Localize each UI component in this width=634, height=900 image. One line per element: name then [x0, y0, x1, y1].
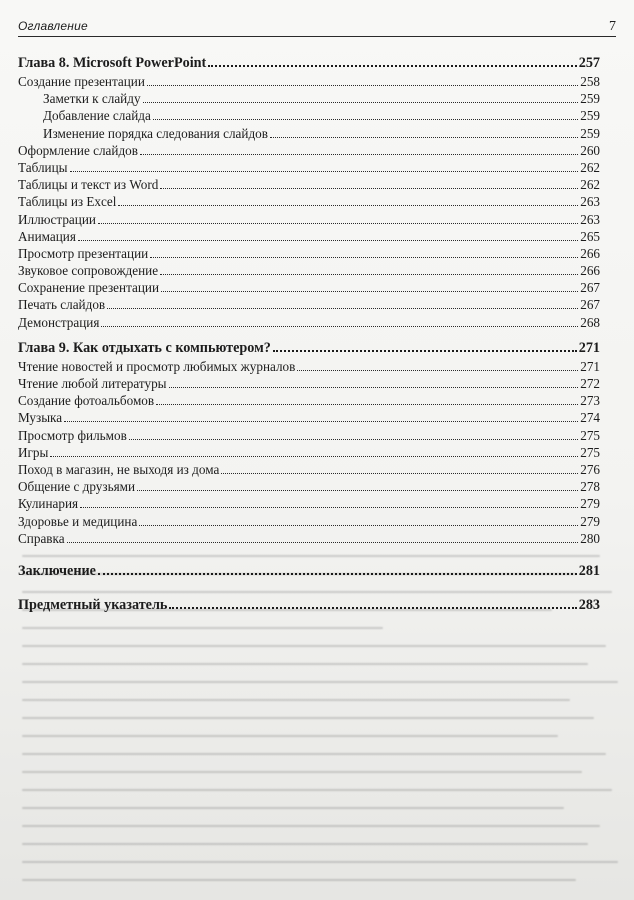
- toc-chapter-title: Глава 8. Microsoft PowerPoint: [18, 55, 207, 71]
- toc-page-number: 276: [580, 461, 600, 477]
- toc-entry[interactable]: [18, 478, 600, 495]
- toc-entry-title: Поход в магазин, не выходя из дома: [18, 461, 220, 477]
- toc-page-number: 257: [578, 55, 600, 71]
- toc-entry-title: Просмотр фильмов: [18, 427, 127, 443]
- dot-leader: [78, 240, 578, 241]
- toc-entry-title: Создание фотоальбомов: [18, 393, 155, 409]
- toc-entry-title: Демонстрация: [18, 314, 100, 330]
- toc-page-number: 280: [580, 530, 600, 546]
- dot-leader: [129, 439, 578, 440]
- dot-leader: [80, 507, 578, 508]
- dot-leader: [153, 119, 578, 120]
- toc-page-number: 263: [580, 211, 600, 227]
- toc-entry[interactable]: [18, 358, 600, 375]
- toc-entry-title: Изменение порядка следования слайдов: [43, 125, 268, 141]
- toc-page-number: 283: [578, 596, 600, 613]
- toc-chapter-9[interactable]: [18, 339, 600, 358]
- toc-page-number: 259: [580, 125, 600, 141]
- dot-leader: [273, 350, 577, 352]
- toc-page-number: 260: [580, 142, 600, 158]
- toc-entry-title: Печать слайдов: [18, 297, 106, 313]
- toc-entry[interactable]: [18, 279, 600, 296]
- toc-subentry[interactable]: [18, 90, 600, 107]
- toc-page-number: 274: [580, 410, 600, 426]
- header-title: Оглавление: [18, 19, 88, 33]
- dot-leader: [221, 473, 578, 474]
- dot-leader: [169, 387, 579, 388]
- toc-conclusion[interactable]: [18, 562, 600, 581]
- toc-page-number: 279: [580, 496, 600, 512]
- toc-page-number: 262: [580, 159, 600, 175]
- dot-leader: [160, 274, 578, 275]
- dot-leader: [160, 188, 578, 189]
- table-of-contents: [18, 54, 600, 615]
- toc-page-number: 267: [580, 297, 600, 313]
- toc-entry[interactable]: [18, 176, 600, 193]
- toc-entry-title: Таблицы из Excel: [18, 194, 117, 210]
- toc-entry[interactable]: [18, 409, 600, 426]
- toc-entry-title: Оформление слайдов: [18, 142, 138, 158]
- toc-page-number: 278: [580, 479, 600, 495]
- toc-page-number: 275: [580, 444, 600, 460]
- toc-page-number: 259: [580, 108, 600, 124]
- toc-page-number: 273: [580, 393, 600, 409]
- toc-page-number: 272: [580, 376, 600, 391]
- spacer: [18, 331, 600, 339]
- toc-chapter-title: Заключение: [18, 562, 96, 579]
- spacer: [18, 547, 600, 562]
- toc-entry[interactable]: [18, 142, 600, 159]
- dot-leader: [208, 65, 576, 67]
- toc-entry[interactable]: [18, 392, 600, 409]
- toc-entry-title: Создание презентации: [18, 74, 145, 89]
- toc-subject-index[interactable]: [18, 596, 600, 615]
- toc-entry-title: Чтение любой литературы: [18, 376, 167, 391]
- dot-leader: [70, 171, 579, 172]
- toc-entry-title: Звуковое сопровождение: [18, 263, 159, 279]
- toc-entry-title: Музыка: [18, 410, 63, 426]
- toc-entry[interactable]: [18, 73, 600, 90]
- toc-page-number: 266: [580, 263, 600, 279]
- dot-leader: [64, 421, 578, 422]
- toc-entry-title: Анимация: [18, 228, 76, 244]
- toc-entry[interactable]: [18, 296, 600, 313]
- toc-page-number: 266: [580, 245, 600, 261]
- dot-leader: [107, 308, 578, 309]
- toc-entry[interactable]: [18, 444, 600, 461]
- dot-leader: [169, 607, 576, 609]
- toc-entry-title: Иллюстрации: [18, 211, 96, 227]
- toc-entry[interactable]: [18, 427, 600, 444]
- dot-leader: [101, 326, 578, 327]
- toc-page-number: 262: [580, 177, 600, 193]
- toc-entry-title: Просмотр презентации: [18, 245, 149, 261]
- dot-leader: [161, 291, 578, 292]
- dot-leader: [67, 542, 579, 543]
- running-header: [18, 10, 616, 37]
- toc-entry[interactable]: [18, 245, 600, 262]
- dot-leader: [140, 154, 578, 155]
- toc-entry-title: Общение с друзьями: [18, 479, 136, 495]
- toc-chapter-title: Предметный указатель: [18, 596, 168, 613]
- toc-entry[interactable]: [18, 495, 600, 512]
- toc-page-number: 263: [580, 194, 600, 210]
- toc-page-number: 281: [578, 562, 600, 579]
- toc-page-number: 258: [580, 74, 600, 89]
- toc-chapter-8[interactable]: [18, 54, 600, 73]
- dot-leader: [150, 257, 578, 258]
- dot-leader: [98, 573, 577, 575]
- dot-leader: [139, 525, 578, 526]
- toc-entry-title: Здоровье и медицина: [18, 513, 138, 529]
- toc-page-number: 267: [580, 280, 600, 296]
- toc-entry-title: Таблицы: [18, 159, 68, 175]
- toc-entry[interactable]: [18, 262, 600, 279]
- toc-entry[interactable]: [18, 461, 600, 478]
- toc-entry-title: Игры: [18, 444, 49, 460]
- dot-leader: [156, 404, 578, 405]
- toc-page-number: 279: [580, 513, 600, 529]
- page-number: 7: [609, 19, 616, 34]
- spacer: [18, 581, 600, 596]
- toc-entry[interactable]: [18, 228, 600, 245]
- toc-entry-title: Чтение новостей и просмотр любимых журналов: [18, 358, 296, 374]
- dot-leader: [297, 370, 578, 371]
- toc-entry[interactable]: [18, 530, 600, 547]
- dot-leader: [147, 85, 578, 86]
- dot-leader: [137, 490, 578, 491]
- toc-entry-title: Заметки к слайду: [43, 91, 141, 107]
- toc-entry[interactable]: [18, 314, 600, 331]
- toc-entry-title: Кулинария: [18, 496, 79, 512]
- toc-entry[interactable]: [18, 193, 600, 210]
- toc-entry-title: Справка: [18, 530, 65, 546]
- toc-page-number: 275: [580, 427, 600, 443]
- toc-entry[interactable]: [18, 375, 600, 392]
- toc-page-number: 265: [580, 228, 600, 244]
- dot-leader: [270, 137, 578, 138]
- toc-page-number: 271: [580, 358, 600, 374]
- dot-leader: [118, 205, 578, 206]
- toc-chapter-title: Глава 9. Как отдыхать с компьютером?: [18, 339, 271, 356]
- dot-leader: [98, 223, 578, 224]
- toc-page-number: 259: [580, 91, 600, 107]
- dot-leader: [50, 456, 578, 457]
- toc-page-number: 268: [580, 314, 600, 330]
- toc-entry-title: Таблицы и текст из Word: [18, 177, 159, 193]
- toc-entry[interactable]: [18, 211, 600, 228]
- toc-entry[interactable]: [18, 513, 600, 530]
- toc-subentry[interactable]: [18, 125, 600, 142]
- dot-leader: [143, 102, 579, 103]
- toc-entry[interactable]: [18, 159, 600, 176]
- toc-subentry[interactable]: [18, 107, 600, 124]
- toc-page-number: 271: [578, 339, 600, 356]
- toc-entry-title: Добавление слайда: [43, 108, 151, 124]
- toc-entry-title: Сохранение презентации: [18, 280, 160, 296]
